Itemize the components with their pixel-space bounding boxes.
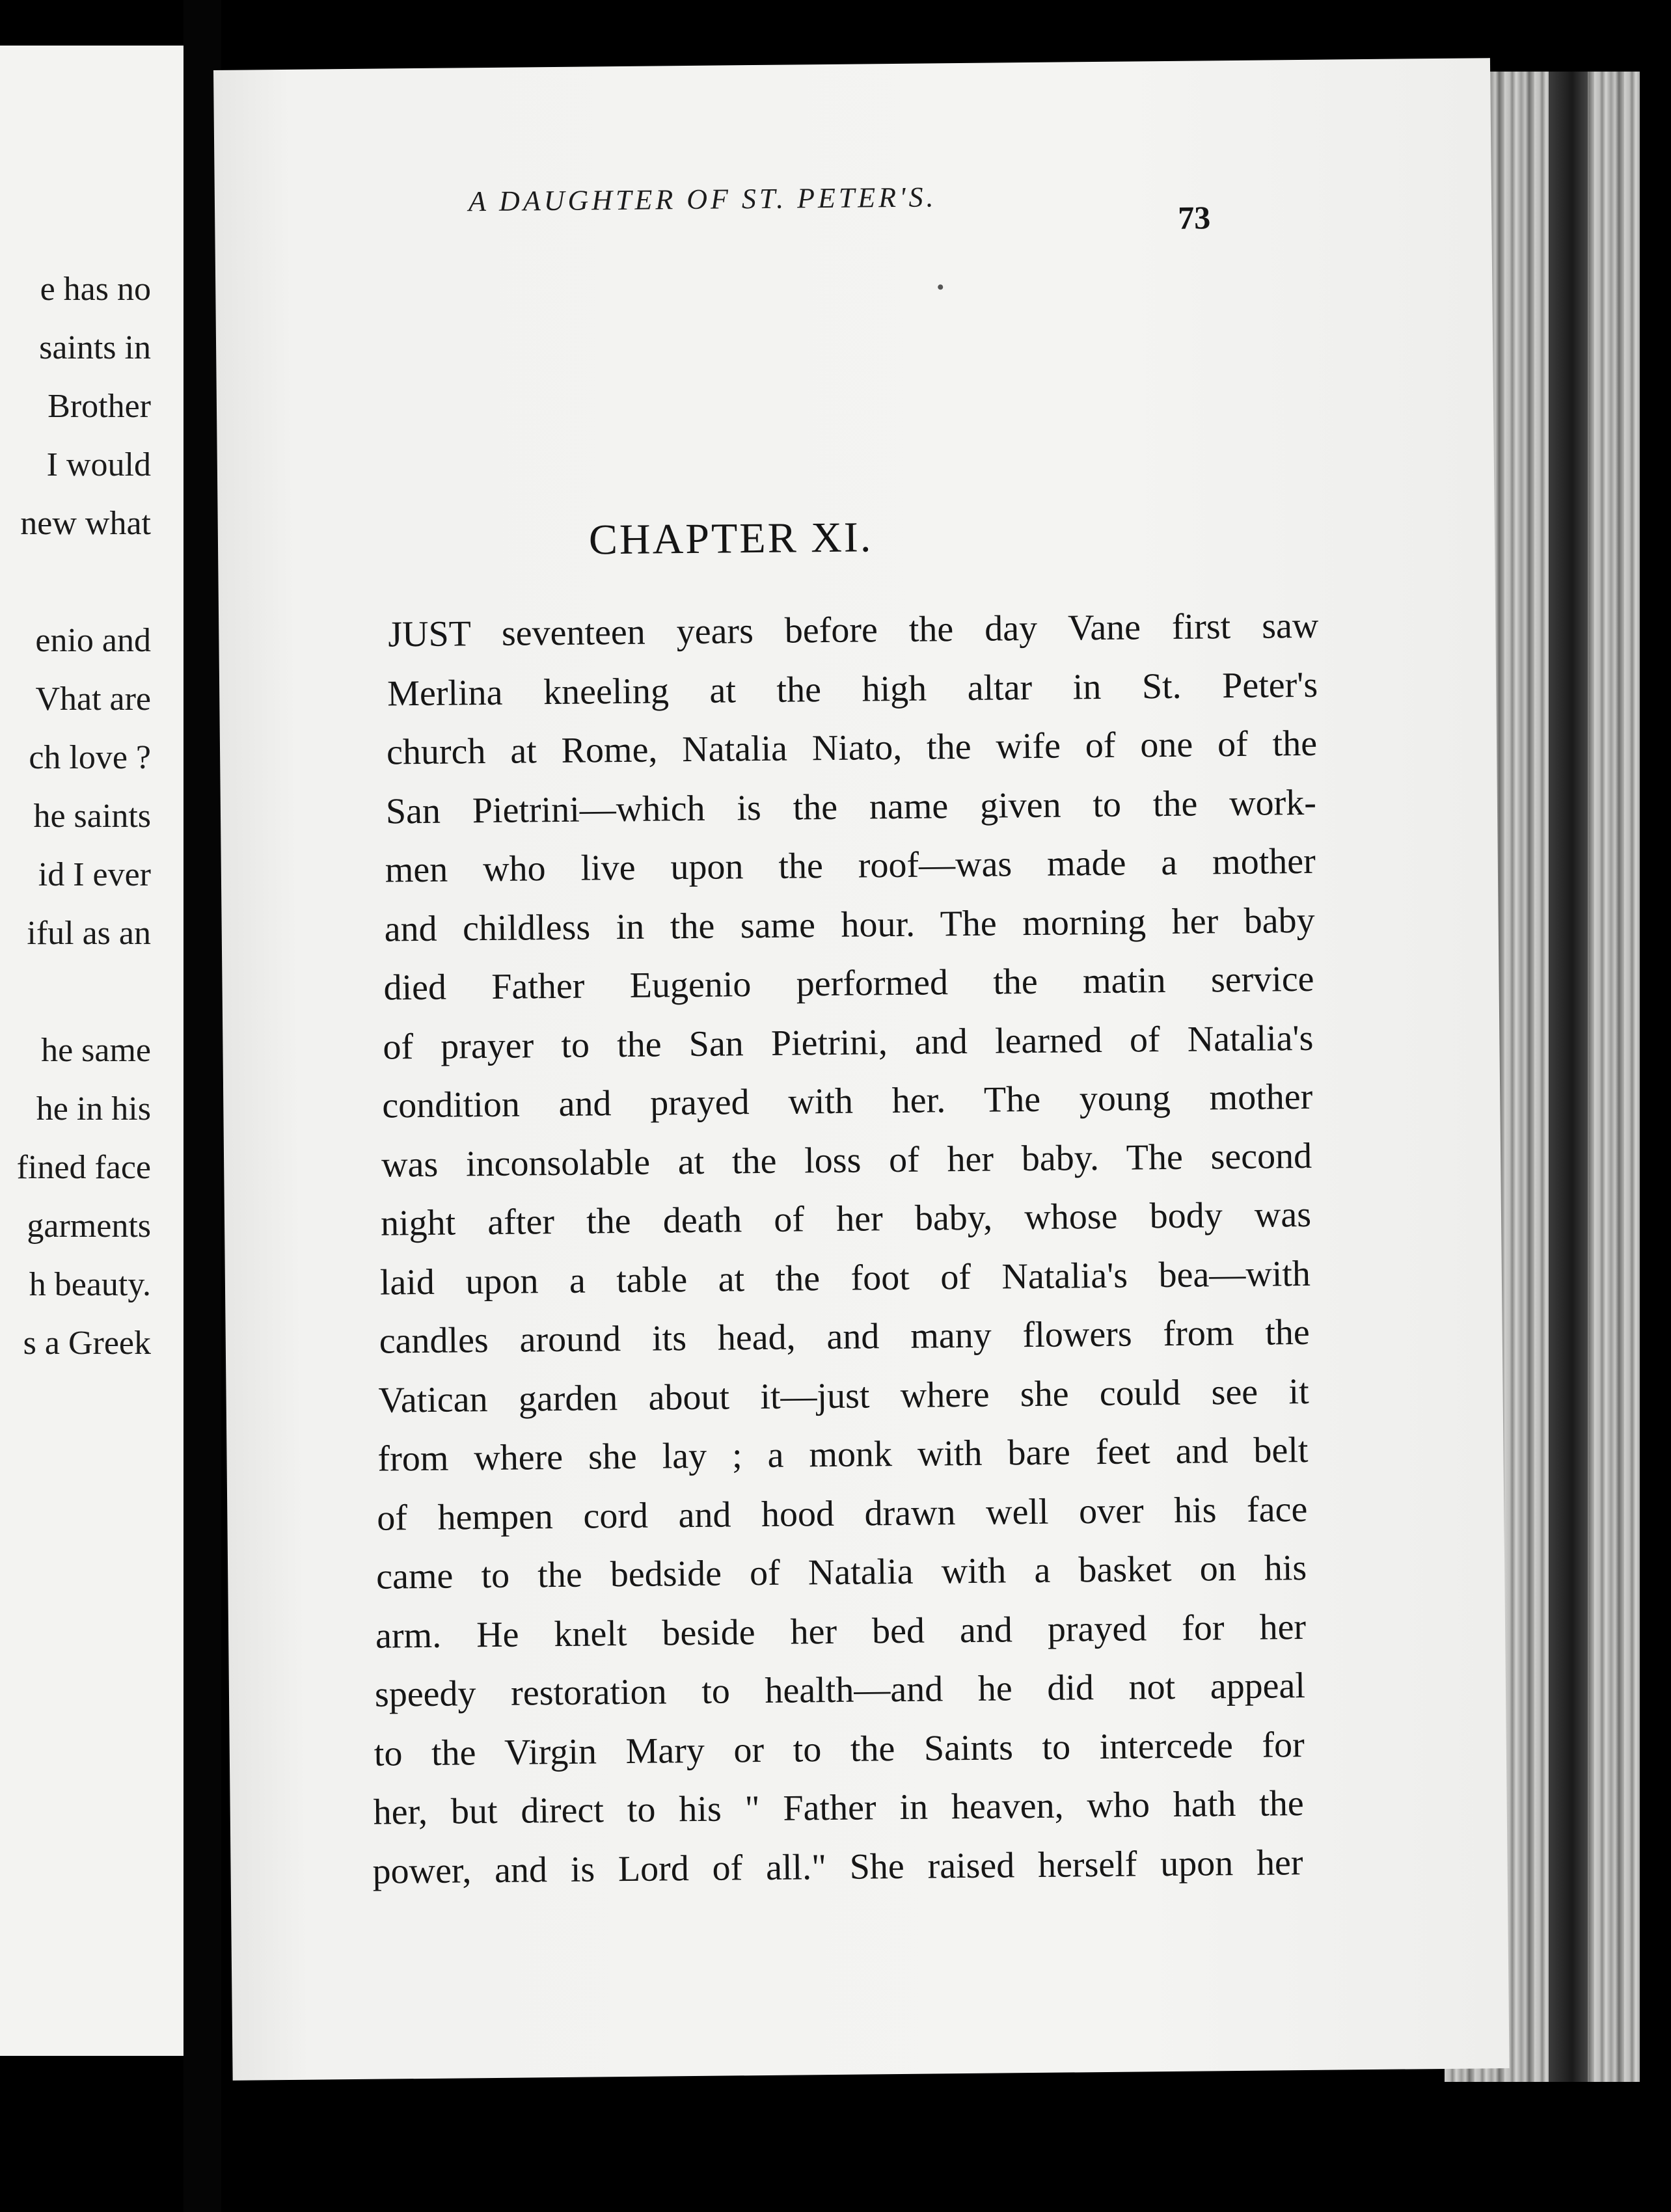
left-page-line: enio and — [35, 622, 151, 659]
body-line: arm. He knelt beside her bed and prayed for her — [375, 1606, 1307, 1656]
left-page-line: garments — [27, 1207, 151, 1245]
body-line: to the Virgin Mary or to the Saints to intercede for — [374, 1724, 1305, 1774]
left-page-line: I would — [46, 446, 151, 483]
left-page-line: iful as an — [27, 915, 151, 952]
body-line: Merlina kneeling at the high altar in St. Peter's — [387, 664, 1318, 714]
body-line: speedy restoration to health—and he did not appeal — [374, 1666, 1306, 1715]
chapter-title: CHAPTER XI. — [588, 513, 873, 564]
left-page-line: new what — [20, 505, 151, 542]
body-line: night after the death of her baby, whose body was — [380, 1194, 1312, 1244]
body-line: Vatican garden about it—just where she could see it — [378, 1371, 1309, 1421]
body-line: of hempen cord and hood drawn well over his face — [377, 1489, 1308, 1539]
left-page-line: Vhat are — [35, 681, 151, 718]
left-page-line: ch love ? — [29, 739, 151, 776]
left-page-line: e has no — [40, 271, 151, 308]
body-line: laid upon a table at the foot of Natalia's bea—with — [379, 1253, 1311, 1303]
body-line: came to the bedside of Natalia with a basket on his — [375, 1547, 1307, 1597]
current-page — [213, 58, 1510, 2081]
left-page-line: saints in — [39, 329, 151, 366]
body-line: was inconsolable at the loss of her baby. The second — [381, 1135, 1312, 1185]
left-page-line: he in his — [36, 1090, 151, 1127]
left-page-line: h beauty. — [29, 1266, 151, 1303]
body-line: JUST seventeen years before the day Vane first saw — [388, 605, 1319, 655]
left-page-line: Brother — [48, 388, 151, 425]
body-line: church at Rome, Natalia Niato, the wife of one of the — [386, 723, 1318, 773]
left-page-line: s a Greek — [23, 1325, 151, 1362]
running-head: A DAUGHTER OF ST. PETER'S. — [468, 181, 937, 218]
left-page-line: fined face — [16, 1149, 151, 1186]
page-edge-shadow — [1549, 72, 1588, 2082]
body-line: and childless in the same hour. The morning her baby — [384, 900, 1315, 950]
left-page-line: he same — [41, 1032, 151, 1069]
left-page-line: he saints — [33, 798, 151, 835]
previous-page-fragment — [0, 46, 183, 2056]
body-line: men who live upon the roof—was made a mother — [385, 841, 1316, 891]
page-number: 73 — [1177, 199, 1211, 236]
body-line: power, and is Lord of all." She raised herself upon her — [372, 1842, 1303, 1892]
ink-speck — [938, 284, 943, 290]
left-page-line: id I ever — [38, 856, 151, 893]
body-line: candles around its head, and many flowers from the — [379, 1312, 1310, 1362]
body-line: died Father Eugenio performed the matin service — [383, 958, 1314, 1008]
body-line: of prayer to the San Pietrini, and learned of Natalia's — [383, 1018, 1314, 1068]
body-line: condition and prayed with her. The young mother — [381, 1076, 1313, 1126]
body-line: San Pietrini—which is the name given to the work- — [385, 782, 1317, 832]
body-line: from where she lay ; a monk with bare feet and belt — [377, 1429, 1309, 1479]
body-line: her, but direct to his " Father in heaven, who hath the — [373, 1783, 1304, 1833]
